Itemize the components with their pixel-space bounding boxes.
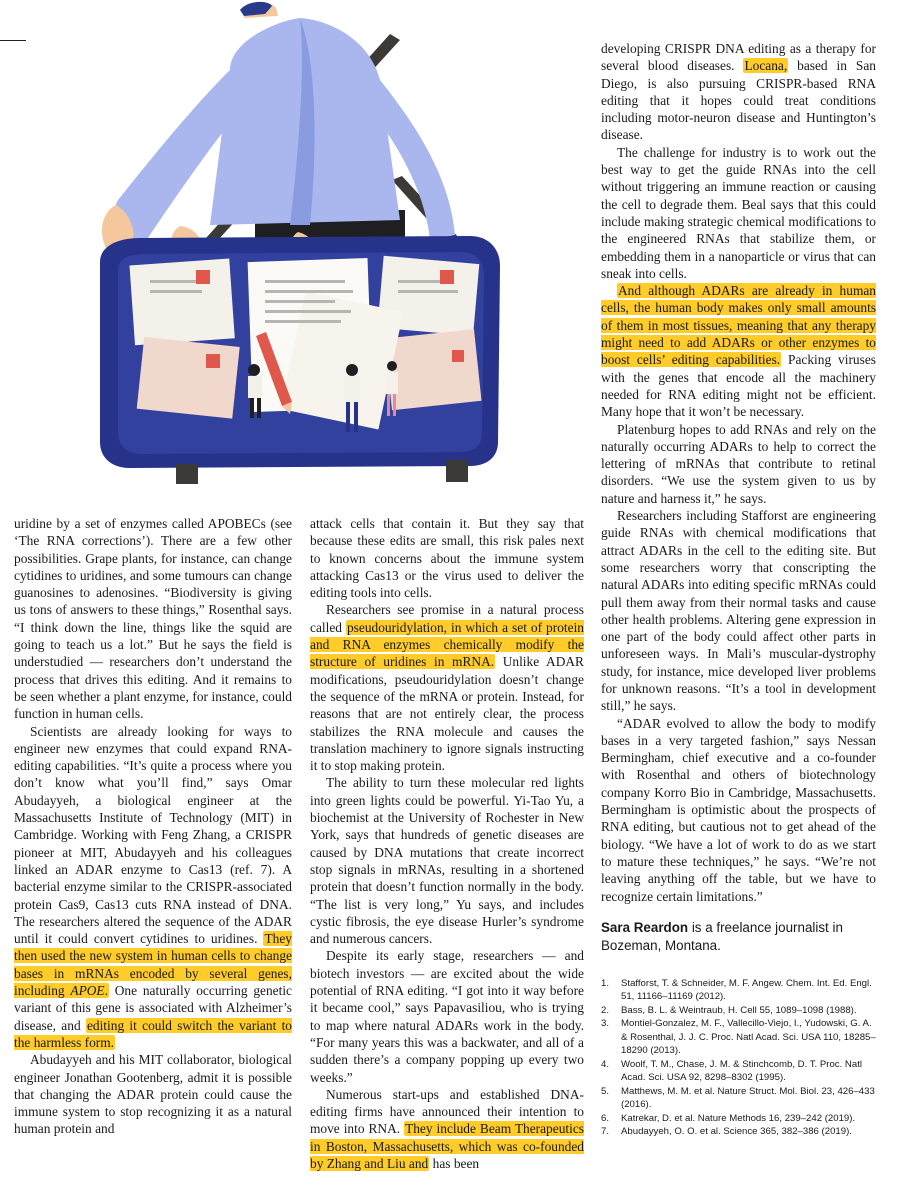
middle-column [310,515,584,1172]
highlight: They include Beam Therapeutics in Boston, Massachusetts, which was co-founded by Zhang and Liu and [310,1121,584,1171]
editorial-illustration [0,0,600,510]
body-paragraph: Platenburg hopes to add RNAs and rely on the naturally occurring ADARs to help to correct the lettering of mRNAs that contribute to retinal disorders. “We use the system given to us by nature and harness it,” he says. [601,421,876,506]
body-paragraph: Despite its early stage, researchers — and biotech investors — are excited about the wide potential of RNA editing. “I got into it way before it became cool,” says Papavasiliou, who is trying to map where natural ADARs work in the body. “For many years this was a backwater, and all of a sudden there’s a company popping up every two weeks.” [310,948,584,1085]
body-paragraph: uridine by a set of enzymes called APOBECs (see ‘The RNA corrections’). There are a few other possibilities. Grape plants, for instance, can change cytidines to uridines, and some tumours can change guanosines to adenosines. “Biodiversity is giving us tons of answers to these things,” Rosenthal says. “I think down the line, things like the squid are going to teach us a lot.” But he says the field is understudied — researchers don’t understand the process that drives this editing. And it remains to be seen whether a plant enzyme, for instance, could function in human cells. [14,516,292,722]
body-paragraph: The ability to turn these molecular red lights into green lights could be powerful. Yi-Tao Yu, a biochemist at the University of Rochester in New York, says that hundreds of genetic diseases are caused by DNA mutations that create incorrect stop signals in mRNAs, resulting in a shortened protein that doesn’t function normally in the body. “The list is very long,” Yu says, and includes cystic fibrosis, the eye disease Hurler’s syndrome and numerous cancers. [310,775,584,947]
reference-item: 1. Stafforst, T. & Schneider, M. F. Angew. Chem. Int. Ed. Engl. 51, 11166–11169 (2012). [601,977,872,1003]
body-paragraph: attack cells that contain it. But they say that because these edits are small, this risk pales next to known concerns about the immune system attacking Cas13 or the virus used to deliver the editing tools into cells. [310,516,584,601]
body-paragraph: Researchers see promise in a natural process called pseudouridylation, in which a set of protein and RNA enzymes chemically modify the structure of uridines in mRNA. Unlike ADAR modifications, pseudouridylation doesn’t change the sequence of the mRNA or protein. Instead, for reasons that are not entirely clear, the process stabilizes the RNA molecule and causes the translation machinery to ignore signals instructing it to stop making protein. [310,602,584,774]
reference-item: 2. Bass, B. L. & Weintraub, H. Cell 55, 1089–1098 (1988). [601,1004,857,1016]
reference-item: 5. Matthews, M. M. et al. Nature Struct. Mol. Biol. 23, 426–433 (2016). [601,1085,875,1111]
highlight: editing it could switch the variant to the harmless form. [14,1017,292,1050]
reference-item: 4. Woolf, T. M., Chase, J. M. & Stinchcomb, D. T. Proc. Natl Acad. Sci. USA 92, 8298–8302 (1995). [601,1058,862,1084]
highlight: And although ADARs are already in human cells, the human body makes only small amounts of them in most tissues, meaning that any therapy might need to add ADARs or other enzymes to boost cells’ editing capabilities. [601,283,876,368]
highlight: pseudouridylation, in which a set of protein and RNA enzymes chemically modify the structure of uridines in mRNA. [310,619,584,670]
highlight: Locana, [744,58,788,74]
reference-item: 3. Montiel-Gonzalez, M. F., Vallecillo-Viejo, I., Yudowski, G. A. & Rosenthal, J. J. C. Proc. Natl Acad. Sci. USA 110, 18285–18290 (2013). [601,1018,876,1057]
reference-item: 7. Abudayyeh, O. O. et al. Science 365, 382–386 (2019). [601,1126,852,1138]
body-paragraph: Scientists are already looking for ways to engineer new enzymes that could expand RNA-editing capabilities. “It’s quite a process where you don’t know what you’ll find,” says Omar Abudayyeh, a biological engineer at the Massachusetts Institute of Technology (MIT) in Cambridge. Working with Feng Zhang, a CRISPR pioneer at MIT, Abudayyeh and his colleagues linked an ADAR enzyme to Cas13 (ref. 7). A bacterial enzyme similar to the CRISPR-associated protein Cas9, Cas13 cuts RNA instead of DNA. The researchers altered the sequence of the ADAR until it could convert cytidines to uridines. They then used the new system in human cells to change bases in mRNAs encoded by several genes, including APOE. One naturally occurring genetic variant of this gene is associated with Alzheimer’s disease, and editing it could switch the variant to the harmless form. [14,723,292,1050]
body-paragraph: “ADAR evolved to allow the body to modify bases in a very targeted fashion,” says Nessan Bermingham, chief executive and a co-founder with Rosenthal and others of biotechnology company Korro Bio in Cambridge, Massachusetts. Bermingham is optimistic about the prospects of RNA editing, but cautious not to get ahead of the biology. “We have a lot of work to do as we start to mature these techniques,” he says. “We’re not leaving anything off the table, but we have to recognize certain limitations.” [601,715,876,904]
body-paragraph: Numerous start-ups and established DNA-editing firms have announced their intention to move into RNA. They include Beam Therapeutics in Boston, Massachusetts, which was co-founded by Zhang and Liu and has been [310,1086,584,1171]
right-column [601,40,876,1139]
body-paragraph: Researchers including Stafforst are engineering guide RNAs with chemical modifications that attract ADARs in the cell to the editing site. But some researchers worry that conscripting the natural ADARs into editing specific mRNAs could pull them away from their normal tasks and cause other health problems. Altering gene expression in one part of the body could affect other parts in unforeseen ways. In Mali’s muscular-dystrophy study, for instance, mice developed liver problems for unknown reasons. “It’s a tool in development still,” he says. [601,508,876,714]
left-column [14,515,292,1138]
highlight: They then used the new system in human cells to change bases in mRNAs encoded by several genes, including APOE. [14,931,292,999]
body-paragraph: developing CRISPR DNA editing as a therapy for several blood diseases. Locana, based in San Diego, is also pursuing CRISPR-based RNA editing that it hopes could treat conditions including motor-neuron disease and Huntington’s disease. [601,41,876,143]
references-list [601,977,876,1139]
author-name: Sara Reardon [601,919,689,935]
body-paragraph: Abudayyeh and his MIT collaborator, biological engineer Jonathan Gootenberg, admit it is possible that changing the ADAR protein could cause the immune system to stop recognizing it as a natural human protein and [14,1052,292,1137]
body-paragraph: The challenge for industry is to work out the best way to get the guide RNAs into the cell without triggering an immune reaction or causing the cell to degrade them. Beal says that this could include making strategic chemical modifications to the engineered RNAs that stabilize them, or embedding them in a nanoparticle or virus that can sneak into cells. [601,144,876,281]
body-paragraph: And although ADARs are already in human cells, the human body makes only small amounts of them in most tissues, meaning that any therapy might need to add ADARs or other enzymes to boost cells’ editing capabilities. Packing viruses with the genes that encode all the machinery needed for RNA editing might not be efficient. Many hope that it won’t be necessary. [601,283,876,420]
author-bio: Sara Reardon is a freelance journalist in Bozeman, Montana. [601,919,843,953]
reference-item: 6. Katrekar, D. et al. Nature Methods 16, 239–242 (2019). [601,1112,856,1124]
